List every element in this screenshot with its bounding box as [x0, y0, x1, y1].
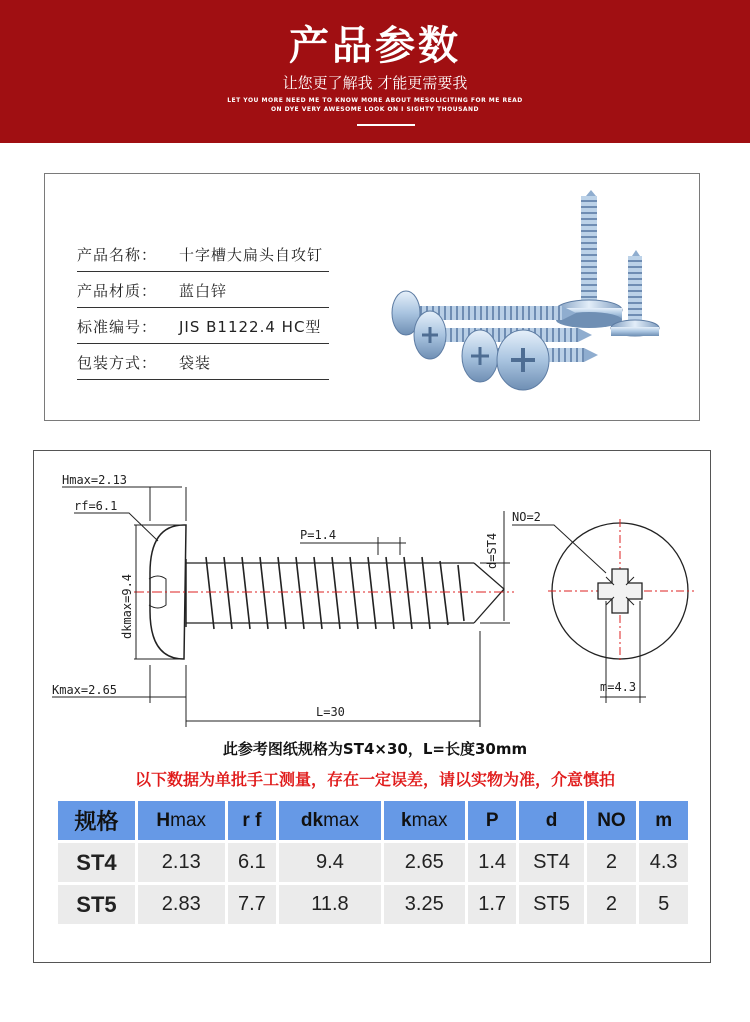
page-subtitle: 让您更了解我 才能更需要我: [282, 74, 468, 92]
dim-m-label: m=4.3: [600, 680, 637, 694]
screw-threads: [186, 563, 504, 623]
dim-kmax-label: Kmax=2.65: [52, 683, 118, 697]
dim-hmax-label: Hmax=2.13: [62, 473, 128, 487]
header-cell: P: [468, 801, 517, 840]
page-title: 产品参数: [289, 23, 461, 69]
title-underline: [357, 124, 415, 126]
phillips-recess: [598, 569, 642, 613]
info-value: JIS B1122.4 HC型: [179, 318, 322, 336]
technical-drawing: [34, 451, 710, 741]
table-cell: 5: [639, 885, 688, 924]
table-cell: 1.7: [468, 885, 517, 924]
measurement-warning: 以下数据为单批手工测量，存在一定误差，请以实物为准，介意慎拍: [134, 770, 615, 789]
header-cell: NO: [587, 801, 637, 840]
dim-pitch-label: P=1.4: [300, 528, 337, 542]
product-photo: [378, 188, 680, 402]
info-label: 产品名称：: [77, 246, 158, 264]
table-cell: ST5: [58, 885, 135, 924]
table-header-row: [58, 801, 688, 840]
info-row-material: [77, 272, 329, 308]
info-row-standard: [77, 308, 329, 344]
spec-table: [55, 798, 691, 927]
dim-dkmax-label: dkmax=9.4: [120, 573, 134, 639]
table-cell: ST4: [58, 843, 135, 882]
info-row-name: [77, 236, 329, 272]
header-cell: dkmax: [279, 801, 380, 840]
info-value: 十字槽大扁头自攻钉: [179, 246, 324, 264]
dim-d-label: d=ST4: [485, 532, 499, 569]
info-value: 蓝白锌: [179, 282, 228, 300]
dim-length-label: L=30: [316, 705, 345, 719]
info-label: 产品材质：: [77, 282, 158, 300]
header-cell: kmax: [384, 801, 465, 840]
english-tagline-1: LET YOU MORE NEED ME TO KNOW MORE ABOUT MESOLICITING FOR ME READ: [227, 97, 523, 104]
lying-screw-4: [497, 330, 549, 390]
dim-no-label: NO=2: [512, 510, 541, 524]
info-label: 标准编号：: [77, 318, 158, 336]
table-cell: ST4: [519, 843, 583, 882]
table-cell: 2.65: [384, 843, 465, 882]
dim-rf-label: rf=6.1: [74, 499, 118, 513]
english-tagline-2: ON DYE VERY AWESOME LOOK ON I SIGHTY THOUSAND: [270, 106, 480, 113]
drawing-caption: 此参考图纸规格为ST4×30，L=长度30mm: [222, 740, 528, 758]
header-cell: m: [639, 801, 688, 840]
info-value: 袋装: [179, 354, 212, 372]
table-cell: 2: [587, 885, 637, 924]
header-banner: [0, 0, 750, 143]
table-cell: 6.1: [228, 843, 277, 882]
table-cell: 4.3: [639, 843, 688, 882]
table-cell: 3.25: [384, 885, 465, 924]
header-cell: r f: [228, 801, 277, 840]
table-cell: 11.8: [279, 885, 380, 924]
table-cell: 2.83: [138, 885, 225, 924]
table-row: [58, 843, 688, 882]
table-cell: 2.13: [138, 843, 225, 882]
table-cell: 7.7: [228, 885, 277, 924]
header-cell: Hmax: [138, 801, 225, 840]
header-cell: 规格: [58, 801, 135, 840]
table-cell: 2: [587, 843, 637, 882]
header-cell: d: [519, 801, 583, 840]
thread-lines: [206, 557, 464, 629]
table-row: [58, 885, 688, 924]
table-cell: 9.4: [279, 843, 380, 882]
info-label: 包装方式：: [77, 354, 158, 372]
table-cell: 1.4: [468, 843, 517, 882]
standing-screw: [556, 190, 622, 328]
short-standing-screw: [611, 250, 659, 336]
table-cell: ST5: [519, 885, 583, 924]
info-row-packaging: [77, 344, 329, 380]
